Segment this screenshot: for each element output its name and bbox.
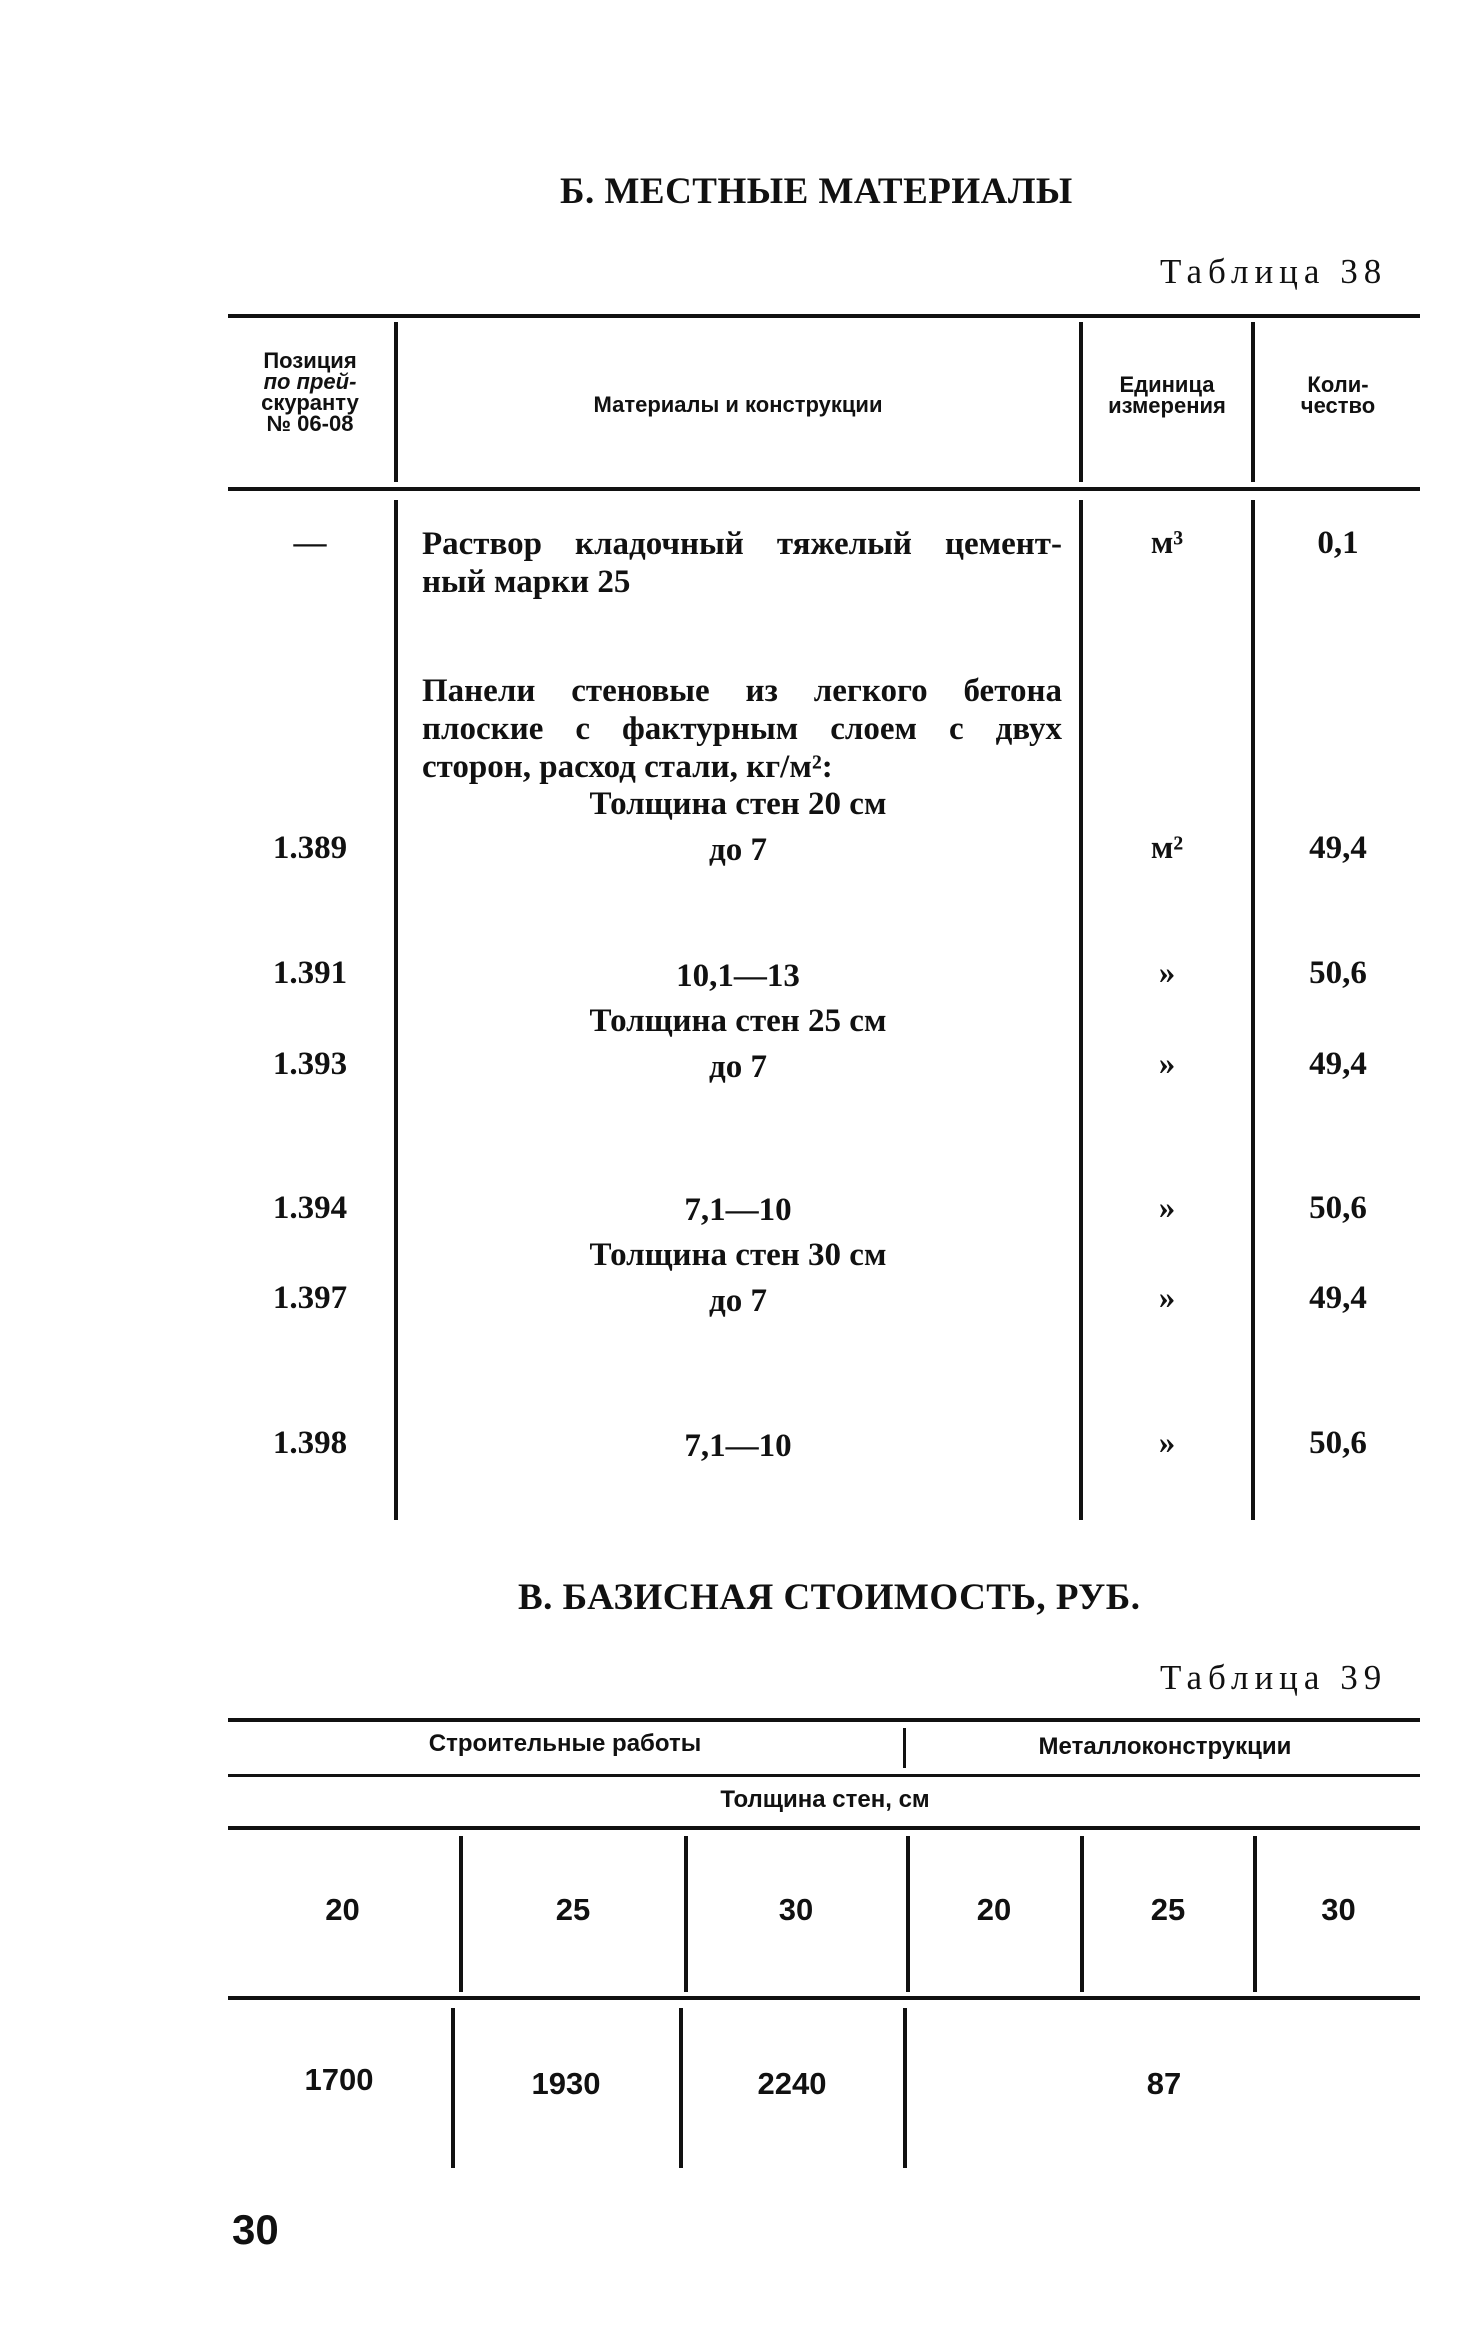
thickness-value: 25 [555, 1892, 591, 1927]
thickness-value: 20 [976, 1892, 1012, 1927]
row-10-unit: » [1158, 1280, 1176, 1316]
row-11-material: 7,1—10 [684, 1428, 792, 1464]
table-39-thickness-rule [228, 1826, 1420, 1830]
row-8-quantity: 50,6 [1309, 1190, 1367, 1226]
table-39-top-rule [228, 1718, 1420, 1722]
thickness-value: 30 [778, 1892, 814, 1927]
row-10-position: 1.397 [272, 1280, 348, 1316]
row-4-quantity: 49,4 [1309, 830, 1367, 866]
row-4-position: 1.389 [272, 830, 348, 866]
row-5-unit: » [1158, 955, 1176, 991]
row-3-subheading: Толщина стен 20 см [589, 786, 887, 822]
table-39-header-rule [228, 1996, 1420, 2000]
row-11-position: 1.398 [272, 1425, 348, 1461]
row-1-unit: м³ [1150, 525, 1184, 561]
row-5-quantity: 50,6 [1309, 955, 1367, 991]
header-materials: Материалы и конструкции [593, 392, 883, 417]
row-11-quantity: 50,6 [1309, 1425, 1367, 1461]
table-39-group-rule [228, 1774, 1420, 1777]
section-b-heading: Б. МЕСТНЫЕ МАТЕРИАЛЫ [560, 171, 1073, 212]
row-7-position: 1.393 [272, 1046, 348, 1082]
row-11-unit: » [1158, 1425, 1176, 1461]
group-construction-works: Строительные работы [428, 1730, 702, 1757]
group-metal-structures: Металлоконструкции [1038, 1733, 1292, 1760]
page-number: 30 [232, 2206, 279, 2253]
row-4-material: до 7 [709, 832, 767, 868]
thickness-value: 20 [325, 1892, 360, 1927]
table-38-col-divider-1 [394, 322, 398, 482]
row-8-material: 7,1—10 [684, 1192, 792, 1228]
table-38-col-divider-1-body [394, 500, 398, 1520]
cost-value: 1700 [304, 2062, 374, 2097]
table-38-col-divider-2-body [1079, 500, 1083, 1520]
table-38-col-divider-3 [1251, 322, 1255, 482]
cost-value: 1930 [531, 2066, 601, 2101]
table-39-label: Таблица 39 [1160, 1658, 1388, 1697]
row-7-quantity: 49,4 [1309, 1046, 1367, 1082]
header-unit: Единица измерения [1108, 372, 1226, 418]
section-c-heading: В. БАЗИСНАЯ СТОИМОСТЬ, РУБ. [518, 1577, 1141, 1618]
table-39-val-divider-3 [903, 2008, 907, 2168]
thickness-value: 25 [1150, 1892, 1186, 1927]
thickness-value: 30 [1321, 1892, 1356, 1927]
row-9-subheading: Толщина стен 30 см [589, 1237, 887, 1273]
row-8-position: 1.394 [272, 1190, 348, 1226]
row-7-unit: » [1158, 1046, 1176, 1082]
header-position: Позиция по прей- скуранту № 06-08 [261, 348, 359, 436]
row-10-material: до 7 [709, 1283, 767, 1319]
table-38-col-divider-2 [1079, 322, 1083, 482]
row-2-material: Панели стеновые из легкого бетона плоские с фактурным слоем с двух сторон, расход стали, кг/м²: [422, 673, 1062, 785]
row-5-position: 1.391 [272, 955, 348, 991]
row-1-quantity: 0,1 [1317, 525, 1359, 561]
row-6-subheading: Толщина стен 25 см [589, 1003, 887, 1039]
table-38-top-rule [228, 314, 1420, 318]
table-38-header-rule [228, 487, 1420, 491]
cost-value: 2240 [757, 2066, 827, 2101]
row-10-quantity: 49,4 [1309, 1280, 1367, 1316]
row-8-unit: » [1158, 1190, 1176, 1226]
row-1-material: Раствор кладочный тяжелый цемент- ный марки 25 [422, 526, 1062, 600]
cost-value: 87 [1146, 2066, 1182, 2101]
row-1-position: — [293, 525, 327, 561]
table-39-group-divider [903, 1728, 906, 1768]
row-7-material: до 7 [709, 1049, 767, 1085]
row-5-material: 10,1—13 [676, 958, 800, 994]
thickness-label: Толщина стен, см [720, 1786, 930, 1813]
table-38-label: Таблица 38 [1160, 252, 1388, 291]
table-38-col-divider-3-body [1251, 500, 1255, 1520]
header-quantity: Коли- чество [1300, 372, 1376, 418]
row-4-unit: м² [1150, 830, 1184, 866]
